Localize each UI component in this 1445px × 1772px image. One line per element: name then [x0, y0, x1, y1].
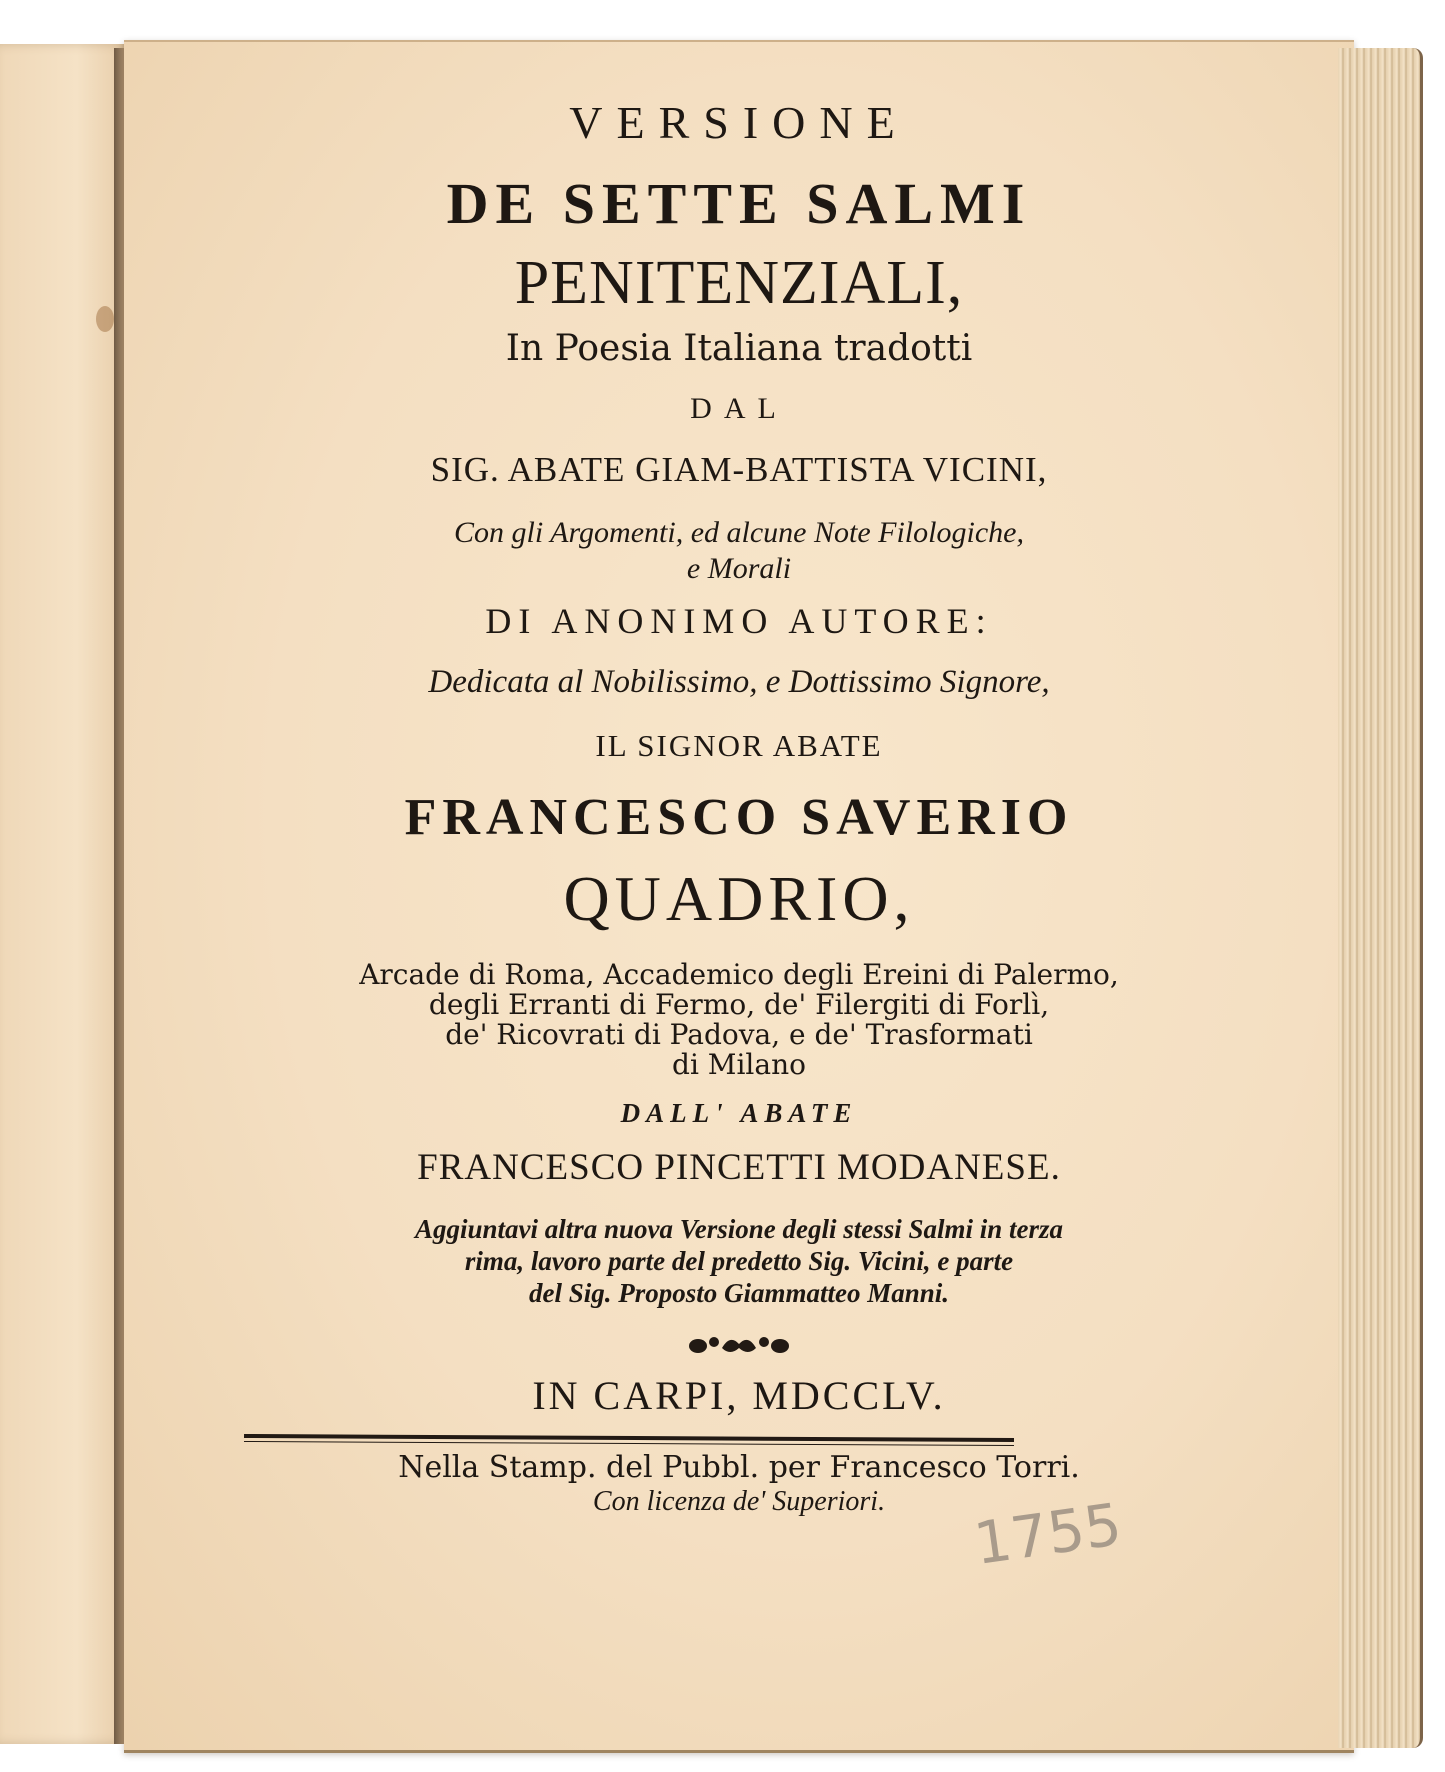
- appendix-line-2: rima, lavoro parte del predetto Sig. Vicini, e parte: [464, 1246, 1014, 1276]
- dal-line: DAL: [690, 392, 788, 425]
- fleuron-ornament: [124, 1330, 1354, 1360]
- open-book: [0, 30, 1420, 1758]
- dall-abate-line: DALL' ABATE: [620, 1098, 858, 1128]
- license-line: Con licenza de' Superiori.: [592, 1486, 886, 1517]
- translator-line: SIG. ABATE GIAM-BATTISTA VICINI,: [430, 450, 1048, 489]
- dedicatee-surname-line: QUADRIO,: [563, 863, 915, 934]
- morali-line: e Morali: [686, 552, 792, 585]
- editor-name-line: FRANCESCO PINCETTI MODANESE.: [417, 1147, 1061, 1188]
- dedication-line: Dedicata al Nobilissimo, e Dottissimo Signore,: [428, 664, 1050, 700]
- academies-line-3: de' Ricovrati di Padova, e de' Trasformati: [445, 1018, 1033, 1051]
- academies-line-2: degli Erranti di Fermo, de' Filergiti di Forlì,: [428, 988, 1050, 1021]
- anonymous-author-line: DI ANONIMO AUTORE:: [485, 601, 993, 641]
- subtitle-line: In Poesia Italiana tradotti: [505, 328, 973, 369]
- arguments-line: Con gli Argomenti, ed alcune Note Filologiche,: [454, 516, 1024, 549]
- title-line-sette-salmi: DE SETTE SALMI: [446, 171, 1032, 236]
- appendix-line-3: del Sig. Proposto Giammatteo Manni.: [528, 1278, 950, 1308]
- academies-line-1: Arcade di Roma, Accademico degli Ereini di Palermo,: [359, 958, 1119, 991]
- dedicatee-name-line: FRANCESCO SAVERIO: [404, 789, 1074, 846]
- pencil-date-note: 1755: [969, 1490, 1126, 1578]
- dedicatee-prefix-line: IL SIGNOR ABATE: [595, 728, 883, 763]
- imprint-place-date: IN CARPI, MDCCLV.: [532, 1373, 946, 1418]
- title-line-penitenziali: PENITENZIALI,: [514, 249, 964, 317]
- left-page: [0, 44, 130, 1744]
- academies-line-4: di Milano: [672, 1048, 806, 1081]
- title-line-versione: VERSIONE: [569, 97, 909, 148]
- appendix-line-1: Aggiuntavi altra nuova Versione degli stessi Salmi in terza: [414, 1214, 1064, 1244]
- printer-line: Nella Stamp. del Pubbl. per Francesco Torri.: [398, 1450, 1080, 1485]
- foxing-spot: [96, 306, 114, 332]
